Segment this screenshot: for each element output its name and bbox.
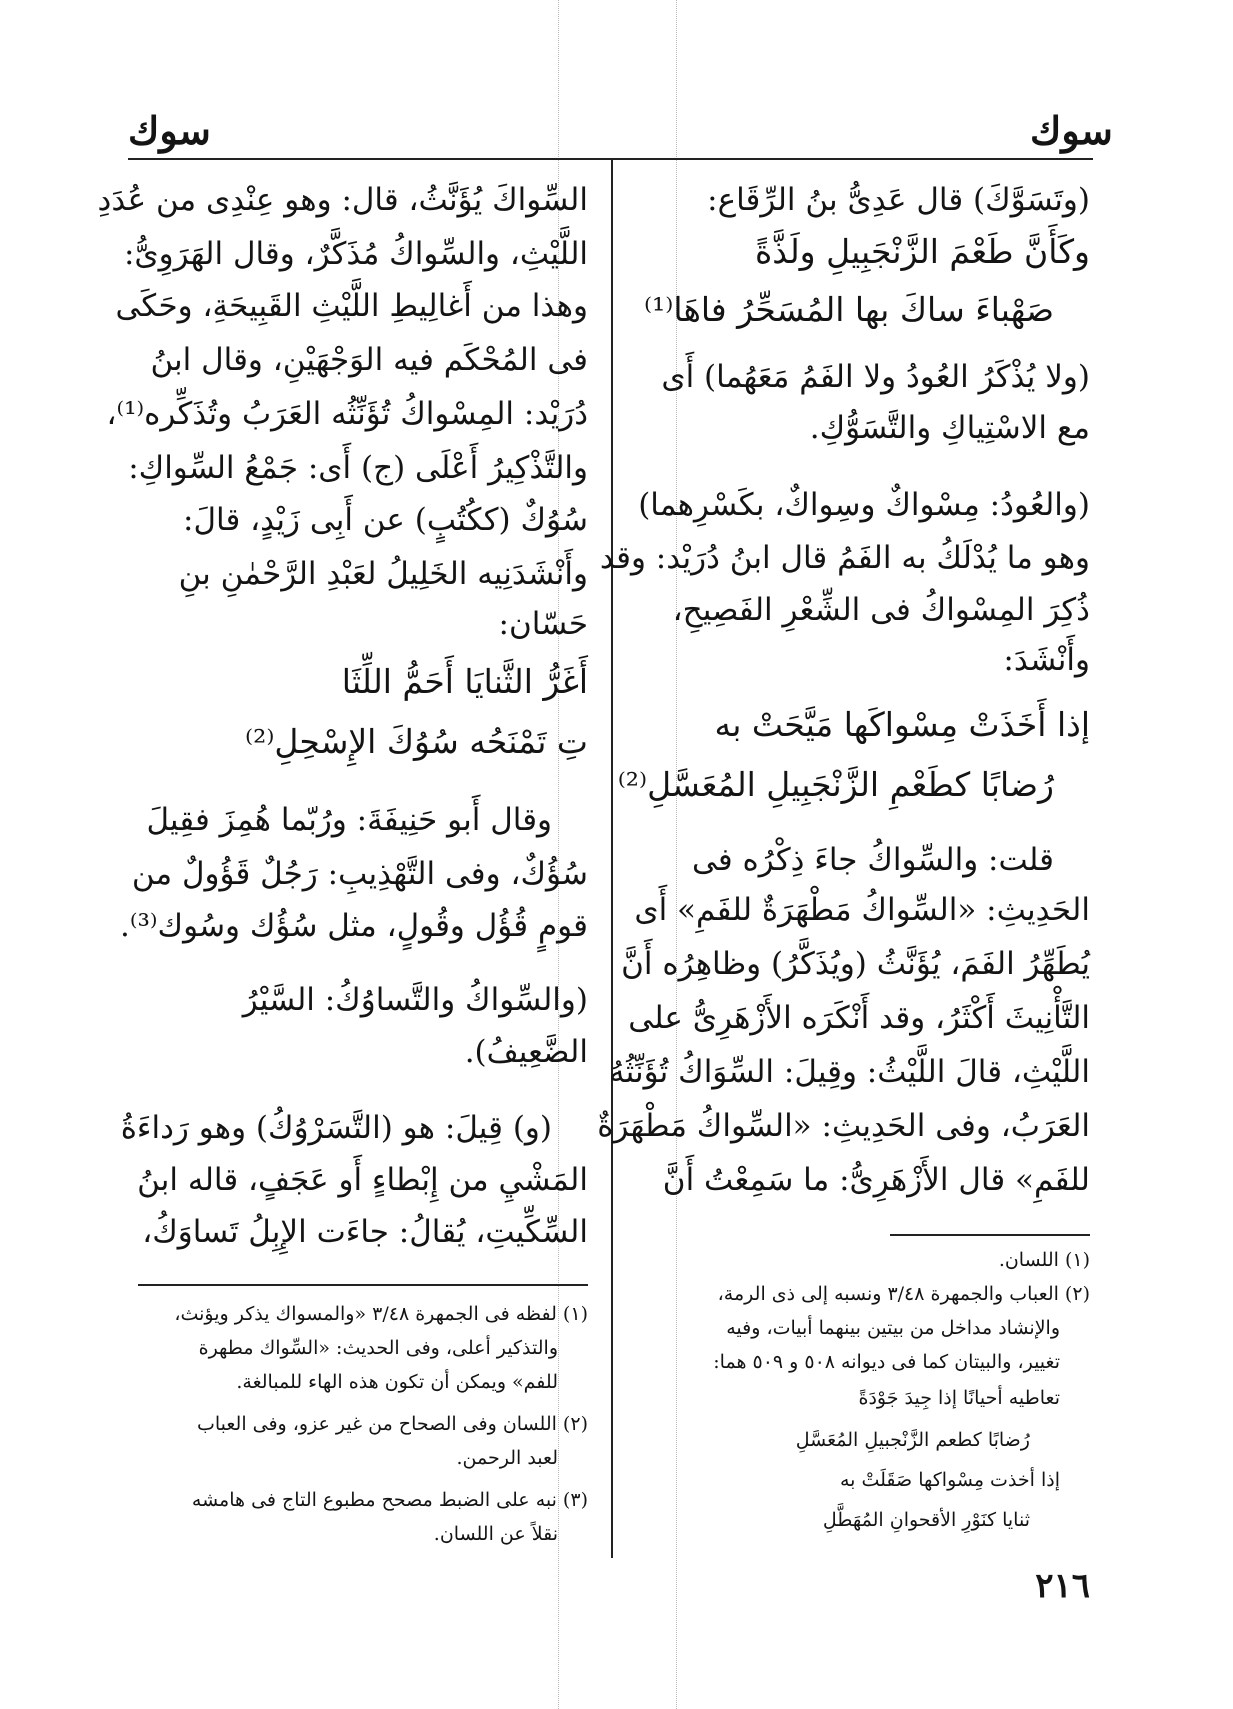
footnote-line: (٣) نبه على الضبط مصحح مطبوع التاج فى هامشه xyxy=(191,1489,588,1511)
text-line: السِّواكَ يُؤَنَّثُ، قال: وهو عِنْدِى من عُدَدِ xyxy=(97,182,588,218)
footnote-line: والإنشاد مداخل من بيتين بينهما أبيات، وفيه xyxy=(726,1317,1060,1339)
footnote-rule xyxy=(890,1234,1090,1236)
text-line: وهو ما يُدْلَكُ به الفَمُ قال ابنُ دُرَيْد: وقد xyxy=(599,540,1090,576)
footnote-line: (٢) اللسان وفى الصحاح من غير عزو، وفى العباب xyxy=(196,1413,588,1435)
text-line: (والسِّواكُ والتَّساوُكُ: السَّيْرُ xyxy=(242,982,588,1018)
text-line: للفَمِ» قال الأَزْهَرِىُّ: ما سَمِعْتُ أَنَّ xyxy=(662,1162,1090,1198)
footnote-verse: رُضابًا كطعم الزَّنْجبيلِ المُعَسَّلِ xyxy=(795,1429,1030,1451)
footnote-line: والتذكير أعلى، وفى الحديث: «السِّواك مطهرة xyxy=(198,1337,558,1359)
footnote-verse: ثنايا كنَوْرِ الأقحوانِ المُهَطَّلِ xyxy=(822,1509,1030,1531)
text-line: قومٍ قُؤُل وقُولٍ، مثل سُؤُك وسُوك⁽³⁾. xyxy=(120,908,588,944)
text-line: السِّكِّيتِ، يُقالُ: جاءَت الإِبِلُ تَساوَكُ، xyxy=(142,1214,588,1250)
text-line: دُرَيْد: المِسْواكُ تُؤَنِّثُه العَرَبُ وتُذَكِّره⁽¹⁾، xyxy=(106,396,588,432)
text-line: وقال أَبو حَنِيفَةَ: ورُبّما هُمِزَ فقِيلَ xyxy=(146,802,552,838)
text-line: (ولا يُذْكَرُ العُودُ ولا الفَمُ مَعَهُما) أَى xyxy=(661,359,1090,395)
verse-line: رُضابًا كطَعْمِ الزَّنْجَبِيلِ المُعَسَّلِ⁽²⁾ xyxy=(617,765,1054,804)
text-line: المَشْيِ من إِبْطاءٍ أَو عَجَفٍ، قاله ابنُ xyxy=(137,1162,588,1198)
header-right-word: سوك xyxy=(1030,108,1113,153)
page-number: ٢١٦ xyxy=(1035,1566,1090,1606)
verse-line: إذا أَخَذَتْ مِسْواكَها مَيَّحَتْ به xyxy=(714,705,1090,744)
right-column xyxy=(597,0,1090,1709)
left-column xyxy=(97,0,588,1709)
text-line: ذُكِرَ المِسْواكُ فى الشِّعْرِ الفَصِيحِ، xyxy=(672,592,1090,628)
text-line: قلت: والسِّواكُ جاءَ ذِكْرُه فى xyxy=(692,842,1054,878)
text-line: (والعُودُ: مِسْواكٌ وسِواكٌ، بكَسْرِهما) xyxy=(638,487,1090,523)
text-line: وهذا من أَغالِيطِ اللَّيْثِ القَبِيحَةِ، وحَكَى xyxy=(115,288,588,324)
footnote-line: للفم» ويمكن أن تكون هذه الهاء للمبالغة. xyxy=(236,1371,558,1393)
header-left-word: سوك xyxy=(128,108,211,153)
text-line: وأَنْشَدَ: xyxy=(1003,642,1090,678)
text-line: التَّأْنِيثَ أَكْثَرُ، وقد أَنْكَرَه الأَزْهَرِىُّ على xyxy=(628,1000,1090,1036)
verse-line: أَغَرُّ الثَّنايَا أَحَمُّ اللِّثَا xyxy=(341,662,588,701)
text-line: (وتَسَوَّكَ) قال عَدِىُّ بنُ الرِّقَاع: xyxy=(707,182,1090,218)
text-line: وأَنْشَدَنِيه الخَلِيلُ لعَبْدِ الرَّحْمٰنِ بنِ xyxy=(178,556,588,592)
footnote-rule xyxy=(138,1284,588,1286)
footnote-line: لعبد الرحمن. xyxy=(456,1447,558,1469)
text-line: اللَّيْثِ، قالَ اللَّيْثُ: وقِيلَ: السِّوَاكُ تُؤَنِّثُهُ xyxy=(609,1054,1090,1090)
text-line: الحَدِيثِ: «السِّواكُ مَطْهَرَةٌ للفَمِ» أَى xyxy=(634,892,1090,928)
footnote-verse: إذا أخذت مِسْواكها صَقَلَتْ به xyxy=(839,1469,1060,1491)
footnote-line: نقلاً عن اللسان. xyxy=(433,1523,558,1545)
text-line: والتَّذْكِيرُ أَعْلَى (ج) أَى: جَمْعُ السِّواكِ: xyxy=(128,450,588,486)
footnote-line: تغيير، والبيتان كما فى ديوانه ٥٠٨ و ٥٠٩ هما: xyxy=(713,1351,1060,1373)
footnote-line: (١) اللسان. xyxy=(998,1249,1090,1271)
text-line: العَرَبُ، وفى الحَدِيثِ: «السِّواكُ مَطْهَرَةٌ xyxy=(597,1108,1090,1144)
column-divider xyxy=(611,160,613,1558)
verse-line: وكَأَنَّ طَعْمَ الزَّنْجَبِيلِ ولَذَّةً xyxy=(755,232,1090,271)
text-line: مع الاسْتِياكِ والتَّسَوُّكِ. xyxy=(809,410,1090,446)
verse-line: تِ تَمْنَحُه سُوُكَ الإِسْحِلِ⁽²⁾ xyxy=(244,722,588,761)
text-line: (و) قِيلَ: هو (التَّسَرْوُكُ) وهو رَداءَةُ xyxy=(120,1110,552,1146)
text-line: اللَّيْثِ، والسِّواكُ مُذَكَّرٌ، وقال الهَرَوِىُّ: xyxy=(123,236,588,272)
verse-line: صَهْباءَ ساكَ بها المُسَحِّرُ فاهَا⁽¹⁾ xyxy=(643,290,1054,329)
footnote-line: (١) لفظه فى الجمهرة ٣/٤٨ «والمسواك يذكر ويؤنث، xyxy=(174,1303,588,1325)
footnote-line: (٢) العباب والجمهرة ٣/٤٨ ونسبه إلى ذى الرمة، xyxy=(717,1283,1090,1305)
text-line: الضَّعِيفُ). xyxy=(464,1034,588,1070)
footnote-verse: تعاطيه أحيانًا إذا جِيدَ جَوْدَةً xyxy=(858,1387,1060,1409)
text-line: حَسّان: xyxy=(498,606,588,642)
text-line: سُوُكٌ (ككُتُبٍ) عن أَبِى زَيْدٍ، قالَ: xyxy=(183,502,588,538)
text-line: سُؤُكٌ، وفى التَّهْذِيبِ: رَجُلٌ قَؤُولٌ من xyxy=(131,856,588,892)
text-line: فى المُحْكَم فيه الوَجْهَيْنِ، وقال ابنُ xyxy=(150,342,588,378)
text-line: يُطَهِّرُ الفَمَ، يُؤَنَّثُ (ويُذَكَّرُ) وظاهِرُه أَنَّ xyxy=(621,946,1090,982)
